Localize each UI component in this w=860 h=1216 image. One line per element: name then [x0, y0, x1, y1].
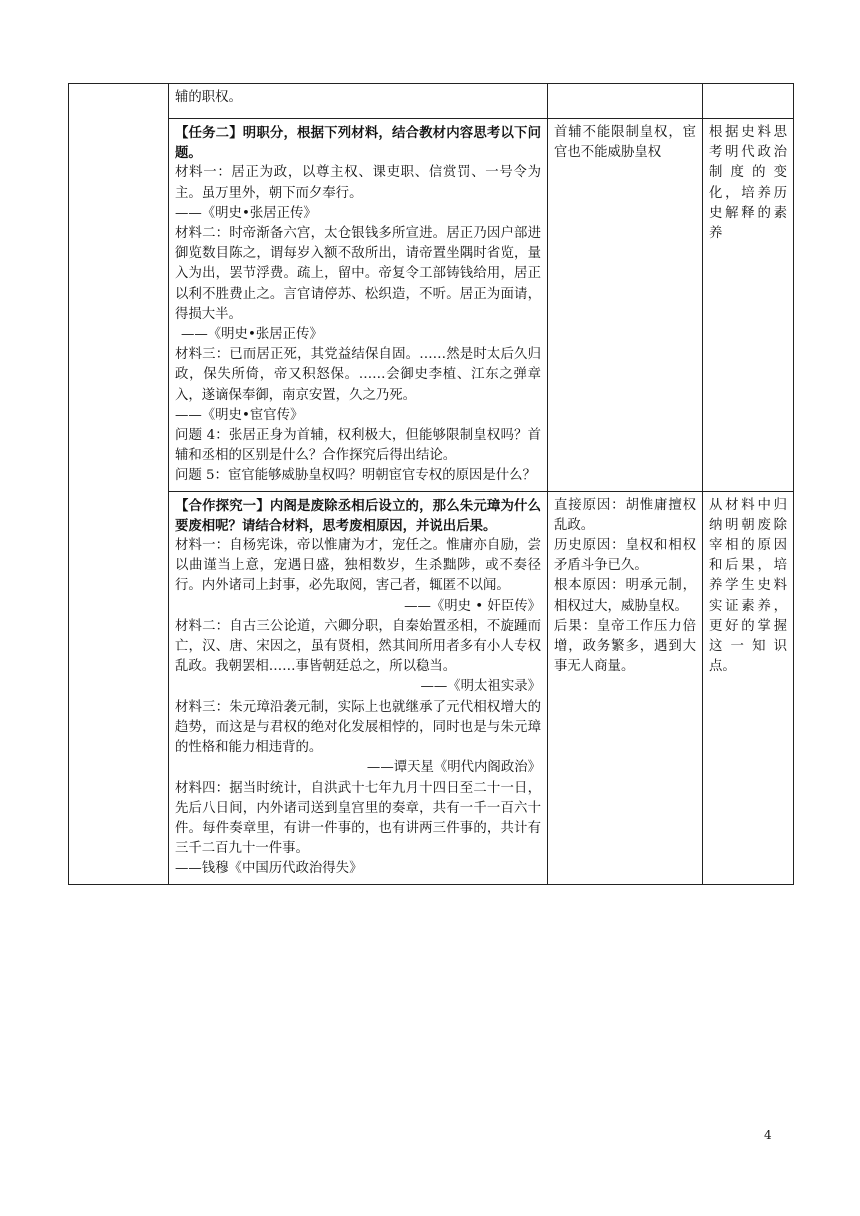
- material-source: ——《明史•张居正传》: [181, 327, 323, 343]
- lesson-table: [68, 83, 794, 885]
- task-two-cell: [169, 119, 548, 492]
- task-two-title: 【任务二】明职分，根据下列材料，结合教材内容思考以下问题。: [175, 125, 541, 162]
- task-two-answer-cell: 首辅不能限制皇权，宦官也不能威胁皇权: [548, 119, 703, 492]
- page-number: 4: [764, 1128, 772, 1142]
- material-text: 材料三：朱元璋沿袭元制，实际上也就继承了元代相权增大的趋势，而这是与君权的绝对化发展相悖的，同时也是与朱元璋的性格和能力相违背的。: [175, 699, 541, 756]
- table-row: [69, 84, 794, 119]
- material-text: 材料二：时帝渐备六宫，太仓银钱多所宣进。居正乃因户部进御览数目陈之，谓每岁入额不敌所出，请帝置坐隅时省览，量入为出，罢节浮费。疏上，留中。帝复令工部铸钱给用，居正以利不胜费止之。言官请停苏、松织造，不听。居正为面请，得损大半。: [175, 226, 541, 322]
- material-text: 材料一：居正为政，以尊主权、课吏职、信赏罚、一号令为主。虽万里外，朝下而夕奉行。: [175, 165, 541, 201]
- table-row: [69, 491, 794, 884]
- material-source: ——钱穆《中国历代政治得失》: [175, 861, 363, 877]
- question-text: 问题 4：张居正身为首辅，权利极大，但能够限制皇权吗？首辅和丞相的区别是什么？合作探究后得出结论。: [175, 428, 541, 464]
- row1-content-cell: 辅的职权。: [169, 84, 548, 119]
- left-empty-cell: [69, 84, 169, 885]
- inquiry-one-cell: [169, 491, 548, 884]
- material-source: ——谭天星《明代内阁政治》: [366, 760, 541, 776]
- task-two-goal-cell: 根据史料思考明代政治制度的变化，培养历史解释的素养: [703, 119, 794, 492]
- material-text: 材料一：自杨宪诛，帝以惟庸为才，宠任之。惟庸亦自励，尝以曲谨当上意，宠遇日盛，独相数岁，生杀黜陟，或不奏径行。内外诸司上封事，必先取阅，害己者，辄匿不以闻。: [175, 538, 541, 594]
- inquiry-one-goal-cell: 从材料中归纳明朝废除宰相的原因和后果，培养学生史料实证素养，更好的掌握这一知识点。: [703, 491, 794, 884]
- inquiry-one-title: 【合作探究一】内阁是废除丞相后设立的，那么朱元璋为什么要废相呢？请结合材料，思考废相原因，并说出后果。: [175, 497, 541, 534]
- material-source: ——《明史•张居正传》: [175, 205, 317, 221]
- table-row: [69, 119, 794, 492]
- question-text: 问题 5：宦官能够威胁皇权吗？明朝宦官专权的原因是什么？: [175, 468, 536, 484]
- row1-answer-cell: [548, 84, 703, 119]
- material-source: ——《明史 • 奸臣传》: [404, 598, 541, 614]
- row1-goal-cell: [703, 84, 794, 119]
- material-text: 材料三：已而居正死，其党益结保自固。……然是时太后久归政，保失所倚，帝又积怒保。……会御史李植、江东之弹章入，遂谪保奉御，南京安置，久之乃死。: [175, 347, 541, 403]
- material-text: 材料四：据当时统计，自洪武十七年九月十四日至二十一日，先后八日间，内外诸司送到皇宫里的奏章，共有一千一百六十件。每件奏章里，有讲一件事的，也有讲两三件事的，共计有三千二百九十一件事。: [175, 780, 541, 857]
- material-source: ——《明太祖实录》: [420, 679, 541, 695]
- material-text: 材料二：自古三公论道，六卿分职，自秦始置丞相，不旋踵而亡，汉、唐、宋因之，虽有贤相，然其间所用者多有小人专权乱政。我朝罢相……事皆朝廷总之，所以稳当。: [175, 618, 541, 675]
- inquiry-one-answer-cell: 直接原因：胡惟庸擅权乱政。 历史原因：皇权和相权矛盾斗争已久。 根本原因：明承元制，相权过大，威胁皇权。 后果：皇帝工作压力倍增，政务繁多，遇到大事无人商量。: [548, 491, 703, 884]
- material-source: ——《明史•宦官传》: [175, 407, 304, 423]
